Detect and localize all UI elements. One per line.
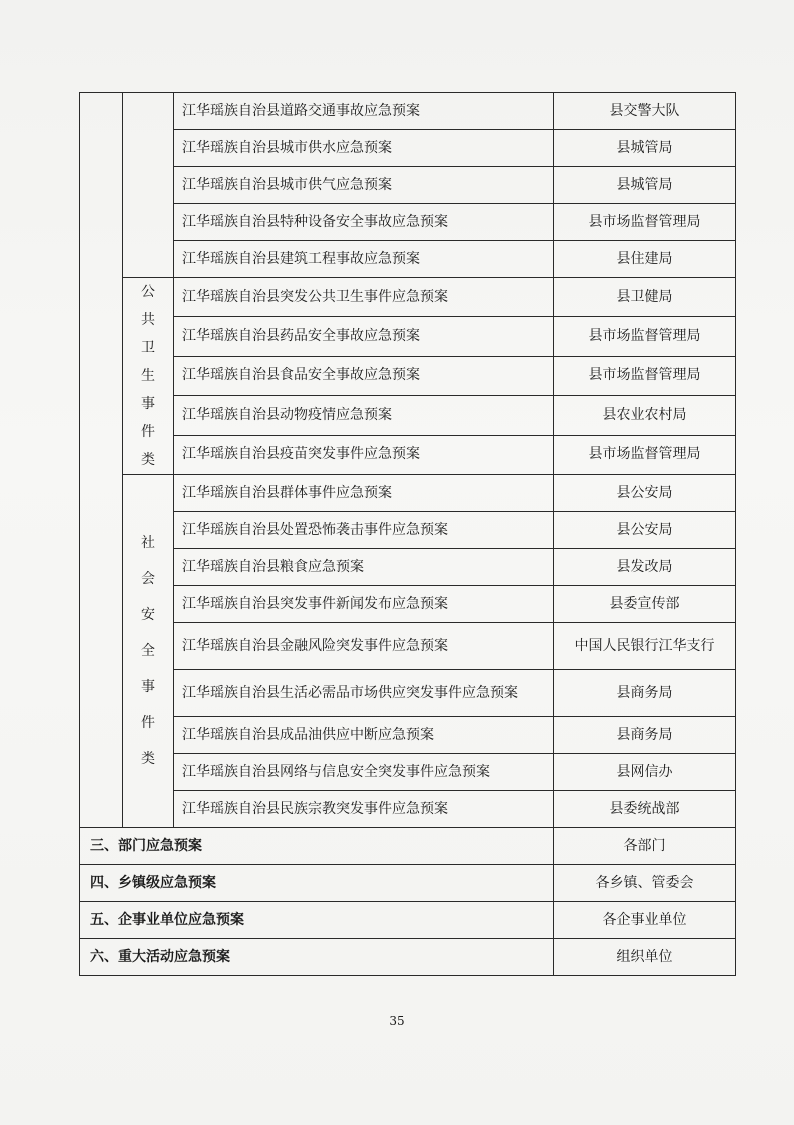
- plan-name: 江华瑶族自治县药品安全事故应急预案: [174, 317, 554, 356]
- section-row: [80, 939, 736, 976]
- page-number: 35: [389, 1014, 405, 1028]
- responsible-dept: 组织单位: [554, 939, 736, 976]
- table-row: [80, 356, 736, 395]
- plan-name: 江华瑶族自治县民族宗教突发事件应急预案: [174, 791, 554, 828]
- plan-name: 江华瑶族自治县生活必需品市场供应突发事件应急预案: [174, 670, 554, 717]
- responsible-dept: 县农业农村局: [554, 396, 736, 435]
- category-char: 件: [141, 715, 155, 731]
- category-char: 安: [141, 607, 155, 623]
- responsible-dept: 各乡镇、管委会: [554, 865, 736, 902]
- section-row: [80, 865, 736, 902]
- table-row: [80, 241, 736, 278]
- table-row: [80, 475, 736, 512]
- table-row: [80, 167, 736, 204]
- plan-name: 江华瑶族自治县疫苗突发事件应急预案: [174, 435, 554, 474]
- responsible-dept: 中国人民银行江华支行: [554, 623, 736, 670]
- responsible-dept: 县住建局: [554, 241, 736, 278]
- table-row: [80, 586, 736, 623]
- table-row: [80, 549, 736, 586]
- plan-name: 江华瑶族自治县突发事件新闻发布应急预案: [174, 586, 554, 623]
- responsible-dept: 各部门: [554, 828, 736, 865]
- responsible-dept: 县市场监督管理局: [554, 356, 736, 395]
- plan-name: 江华瑶族自治县建筑工程事故应急预案: [174, 241, 554, 278]
- table-row: [80, 93, 736, 130]
- responsible-dept: 县公安局: [554, 512, 736, 549]
- table-row: [80, 435, 736, 474]
- plan-name: 江华瑶族自治县粮食应急预案: [174, 549, 554, 586]
- section-row: [80, 828, 736, 865]
- responsible-dept: 县委宣传部: [554, 586, 736, 623]
- responsible-dept: 各企事业单位: [554, 902, 736, 939]
- category-social-security: [123, 475, 174, 828]
- section-title: 六、重大活动应急预案: [80, 939, 554, 976]
- responsible-dept: 县商务局: [554, 717, 736, 754]
- category-public-health: [123, 278, 174, 475]
- responsible-dept: 县市场监督管理局: [554, 204, 736, 241]
- table-row: [80, 670, 736, 717]
- table-row: [80, 278, 736, 317]
- category-char: 事: [141, 679, 155, 695]
- table-row: [80, 791, 736, 828]
- category-char: 件: [141, 424, 155, 440]
- category-char: 卫: [141, 340, 155, 356]
- plan-name: 江华瑶族自治县食品安全事故应急预案: [174, 356, 554, 395]
- responsible-dept: 县城管局: [554, 167, 736, 204]
- table-row: [80, 317, 736, 356]
- table-row: [80, 623, 736, 670]
- category-char: 类: [141, 751, 155, 767]
- plan-name: 江华瑶族自治县金融风险突发事件应急预案: [174, 623, 554, 670]
- section-row: [80, 902, 736, 939]
- plan-name: 江华瑶族自治县特种设备安全事故应急预案: [174, 204, 554, 241]
- responsible-dept: 县发改局: [554, 549, 736, 586]
- plan-name: 江华瑶族自治县处置恐怖袭击事件应急预案: [174, 512, 554, 549]
- plan-name: 江华瑶族自治县群体事件应急预案: [174, 475, 554, 512]
- responsible-dept: 县商务局: [554, 670, 736, 717]
- responsible-dept: 县市场监督管理局: [554, 435, 736, 474]
- category-char: 公: [141, 284, 155, 300]
- category-char: 会: [141, 571, 155, 587]
- category-char: 社: [141, 535, 155, 551]
- plan-name: 江华瑶族自治县动物疫情应急预案: [174, 396, 554, 435]
- emergency-plan-table: [79, 92, 736, 976]
- category-char: 事: [141, 396, 155, 412]
- section-title: 五、企事业单位应急预案: [80, 902, 554, 939]
- category-char: 全: [141, 643, 155, 659]
- plan-name: 江华瑶族自治县成品油供应中断应急预案: [174, 717, 554, 754]
- table-row: [80, 512, 736, 549]
- responsible-dept: 县交警大队: [554, 93, 736, 130]
- responsible-dept: 县公安局: [554, 475, 736, 512]
- table-row: [80, 204, 736, 241]
- plan-name: 江华瑶族自治县网络与信息安全突发事件应急预案: [174, 754, 554, 791]
- responsible-dept: 县委统战部: [554, 791, 736, 828]
- plan-name: 江华瑶族自治县城市供气应急预案: [174, 167, 554, 204]
- responsible-dept: 县卫健局: [554, 278, 736, 317]
- table-row: [80, 396, 736, 435]
- table-row: [80, 717, 736, 754]
- plan-name: 江华瑶族自治县道路交通事故应急预案: [174, 93, 554, 130]
- section-title: 四、乡镇级应急预案: [80, 865, 554, 902]
- table-row: [80, 754, 736, 791]
- section-title: 三、部门应急预案: [80, 828, 554, 865]
- table-row: [80, 130, 736, 167]
- category-char: 共: [141, 312, 155, 328]
- plan-name: 江华瑶族自治县城市供水应急预案: [174, 130, 554, 167]
- outer-column-cell: [80, 93, 123, 828]
- category-char: 类: [141, 452, 155, 468]
- category-char: 生: [141, 368, 155, 384]
- plan-name: 江华瑶族自治县突发公共卫生事件应急预案: [174, 278, 554, 317]
- responsible-dept: 县城管局: [554, 130, 736, 167]
- responsible-dept: 县市场监督管理局: [554, 317, 736, 356]
- responsible-dept: 县网信办: [554, 754, 736, 791]
- category-cell-continued: [123, 93, 174, 278]
